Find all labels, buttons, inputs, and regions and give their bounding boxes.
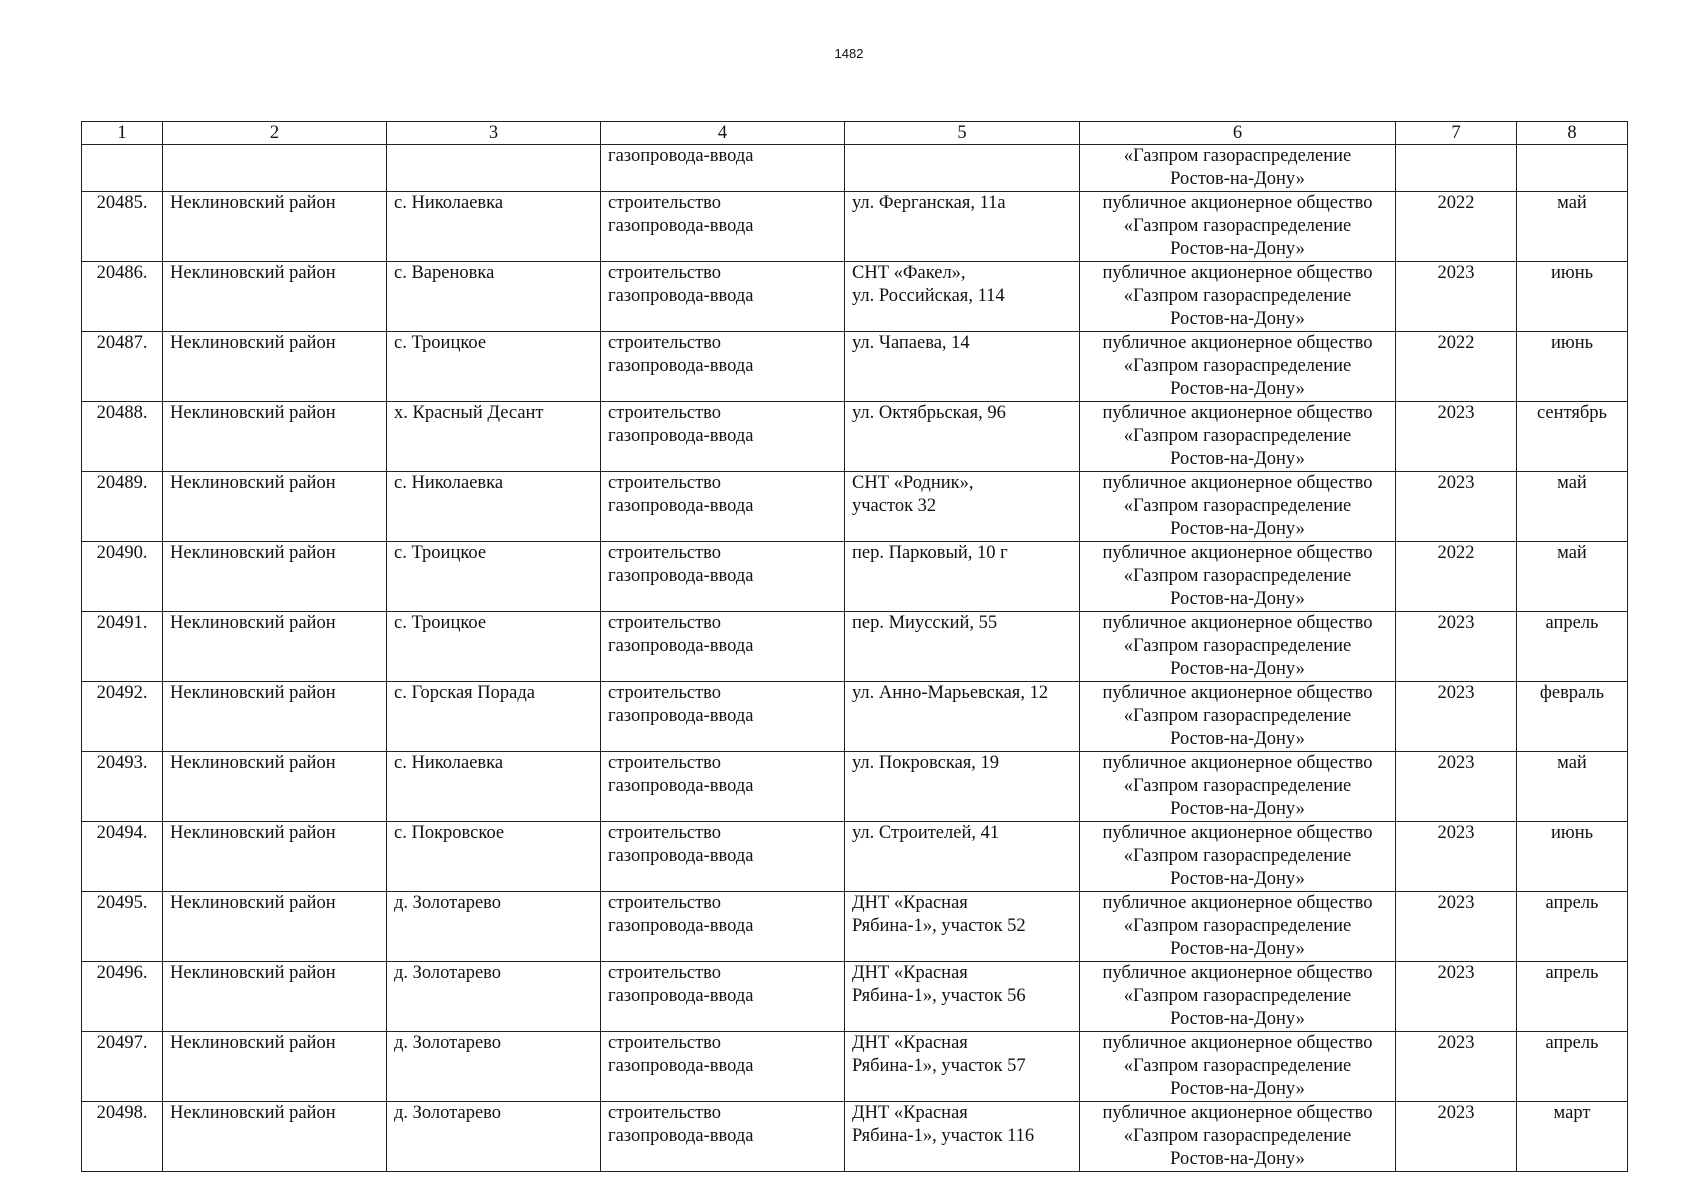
cell-district: Неклиновский район [163,682,387,752]
cell-address: ДНТ «Красная Рябина-1», участок 116 [845,1102,1080,1172]
cell-settlement: д. Золотарево [387,1102,601,1172]
cell-year: 2023 [1396,612,1517,682]
gasification-table [81,121,1628,1172]
cell-month: май [1517,542,1628,612]
cell-month: сентябрь [1517,402,1628,472]
cell-number: 20493. [82,752,163,822]
cell-year: 2022 [1396,542,1517,612]
table-row [82,332,1628,402]
cell-address [845,145,1080,192]
column-header-7: 7 [1396,122,1517,145]
column-header-6: 6 [1080,122,1396,145]
cell-organization: публичное акционерное общество «Газпром газораспределение Ростов-на-Дону» [1080,822,1396,892]
cell-month: март [1517,1102,1628,1172]
column-header-1: 1 [82,122,163,145]
cell-work: строительство газопровода-ввода [601,752,845,822]
cell-number: 20489. [82,472,163,542]
table-row [82,752,1628,822]
cell-month: февраль [1517,682,1628,752]
cell-work: строительство газопровода-ввода [601,262,845,332]
cell-address: СНТ «Факел», ул. Российская, 114 [845,262,1080,332]
cell-year: 2023 [1396,962,1517,1032]
cell-organization: публичное акционерное общество «Газпром газораспределение Ростов-на-Дону» [1080,612,1396,682]
cell-number: 20496. [82,962,163,1032]
cell-address: ДНТ «Красная Рябина-1», участок 56 [845,962,1080,1032]
cell-settlement: д. Золотарево [387,892,601,962]
cell-month [1517,145,1628,192]
column-header-5: 5 [845,122,1080,145]
cell-settlement: с. Вареновка [387,262,601,332]
table-row [82,962,1628,1032]
cell-address: пер. Миусский, 55 [845,612,1080,682]
cell-year [1396,145,1517,192]
cell-settlement: х. Красный Десант [387,402,601,472]
cell-address: ул. Анно-Марьевская, 12 [845,682,1080,752]
cell-work: строительство газопровода-ввода [601,1032,845,1102]
cell-organization: публичное акционерное общество «Газпром газораспределение Ростов-на-Дону» [1080,892,1396,962]
cell-month: апрель [1517,612,1628,682]
cell-work: строительство газопровода-ввода [601,472,845,542]
cell-settlement: с. Троицкое [387,612,601,682]
cell-settlement: с. Николаевка [387,752,601,822]
column-header-3: 3 [387,122,601,145]
cell-month: май [1517,192,1628,262]
cell-address: СНТ «Родник», участок 32 [845,472,1080,542]
cell-month: июнь [1517,262,1628,332]
table-row [82,262,1628,332]
cell-organization: публичное акционерное общество «Газпром газораспределение Ростов-на-Дону» [1080,962,1396,1032]
cell-number: 20498. [82,1102,163,1172]
cell-year: 2023 [1396,822,1517,892]
document-table-container [81,121,1627,1172]
table-row [82,1102,1628,1172]
table-row [82,822,1628,892]
cell-work: строительство газопровода-ввода [601,612,845,682]
cell-year: 2023 [1396,262,1517,332]
cell-year: 2023 [1396,752,1517,822]
cell-number: 20497. [82,1032,163,1102]
cell-district: Неклиновский район [163,262,387,332]
cell-address: ул. Чапаева, 14 [845,332,1080,402]
cell-settlement: д. Золотарево [387,962,601,1032]
cell-year: 2023 [1396,682,1517,752]
column-header-8: 8 [1517,122,1628,145]
cell-work: строительство газопровода-ввода [601,962,845,1032]
table-row [82,892,1628,962]
cell-settlement: д. Золотарево [387,1032,601,1102]
cell-number: 20487. [82,332,163,402]
cell-address: ул. Строителей, 41 [845,822,1080,892]
cell-month: июнь [1517,332,1628,402]
cell-number: 20490. [82,542,163,612]
cell-work: строительство газопровода-ввода [601,192,845,262]
cell-month: апрель [1517,962,1628,1032]
cell-district: Неклиновский район [163,822,387,892]
table-row [82,612,1628,682]
header-row [82,122,1628,145]
column-header-2: 2 [163,122,387,145]
cell-settlement: с. Николаевка [387,472,601,542]
cell-organization: «Газпром газораспределение Ростов-на-Дону» [1080,145,1396,192]
cell-settlement: с. Горская Порада [387,682,601,752]
cell-organization: публичное акционерное общество «Газпром газораспределение Ростов-на-Дону» [1080,682,1396,752]
table-row [82,402,1628,472]
cell-work: строительство газопровода-ввода [601,1102,845,1172]
cell-district: Неклиновский район [163,892,387,962]
cell-year: 2023 [1396,892,1517,962]
cell-organization: публичное акционерное общество «Газпром газораспределение Ростов-на-Дону» [1080,1102,1396,1172]
cell-settlement: с. Покровское [387,822,601,892]
cell-month: июнь [1517,822,1628,892]
cell-year: 2022 [1396,192,1517,262]
cell-district: Неклиновский район [163,192,387,262]
table-row [82,472,1628,542]
continuation-row [82,145,1628,192]
cell-work: строительство газопровода-ввода [601,332,845,402]
cell-district: Неклиновский район [163,472,387,542]
table-row [82,192,1628,262]
cell-district: Неклиновский район [163,962,387,1032]
cell-number: 20491. [82,612,163,682]
cell-work: строительство газопровода-ввода [601,822,845,892]
cell-organization: публичное акционерное общество «Газпром газораспределение Ростов-на-Дону» [1080,402,1396,472]
cell-settlement: с. Николаевка [387,192,601,262]
column-header-4: 4 [601,122,845,145]
table-row [82,1032,1628,1102]
cell-work: строительство газопровода-ввода [601,402,845,472]
cell-organization: публичное акционерное общество «Газпром газораспределение Ростов-на-Дону» [1080,1032,1396,1102]
cell-address: ДНТ «Красная Рябина-1», участок 57 [845,1032,1080,1102]
cell-district [163,145,387,192]
cell-organization: публичное акционерное общество «Газпром газораспределение Ростов-на-Дону» [1080,192,1396,262]
cell-organization: публичное акционерное общество «Газпром газораспределение Ростов-на-Дону» [1080,472,1396,542]
cell-month: май [1517,752,1628,822]
cell-work: строительство газопровода-ввода [601,682,845,752]
cell-year: 2023 [1396,1102,1517,1172]
cell-organization: публичное акционерное общество «Газпром газораспределение Ростов-на-Дону» [1080,332,1396,402]
cell-address: ул. Покровская, 19 [845,752,1080,822]
cell-year: 2023 [1396,472,1517,542]
cell-number: 20486. [82,262,163,332]
cell-organization: публичное акционерное общество «Газпром газораспределение Ростов-на-Дону» [1080,542,1396,612]
cell-work: строительство газопровода-ввода [601,542,845,612]
table-row [82,542,1628,612]
cell-district: Неклиновский район [163,542,387,612]
cell-organization: публичное акционерное общество «Газпром газораспределение Ростов-на-Дону» [1080,262,1396,332]
cell-work: газопровода-ввода [601,145,845,192]
cell-district: Неклиновский район [163,1102,387,1172]
page-number: 1482 [834,46,864,61]
cell-district: Неклиновский район [163,402,387,472]
cell-district: Неклиновский район [163,332,387,402]
cell-number: 20494. [82,822,163,892]
cell-settlement [387,145,601,192]
cell-district: Неклиновский район [163,1032,387,1102]
cell-settlement: с. Троицкое [387,332,601,402]
cell-year: 2023 [1396,402,1517,472]
cell-number: 20485. [82,192,163,262]
cell-work: строительство газопровода-ввода [601,892,845,962]
cell-district: Неклиновский район [163,752,387,822]
cell-address: пер. Парковый, 10 г [845,542,1080,612]
cell-number: 20488. [82,402,163,472]
cell-month: апрель [1517,892,1628,962]
cell-settlement: с. Троицкое [387,542,601,612]
table-row [82,682,1628,752]
cell-number: 20495. [82,892,163,962]
cell-year: 2023 [1396,1032,1517,1102]
cell-year: 2022 [1396,332,1517,402]
cell-number: 20492. [82,682,163,752]
cell-address: ул. Октябрьская, 96 [845,402,1080,472]
cell-number [82,145,163,192]
cell-address: ДНТ «Красная Рябина-1», участок 52 [845,892,1080,962]
cell-month: май [1517,472,1628,542]
cell-organization: публичное акционерное общество «Газпром газораспределение Ростов-на-Дону» [1080,752,1396,822]
cell-month: апрель [1517,1032,1628,1102]
cell-address: ул. Ферганская, 11а [845,192,1080,262]
cell-district: Неклиновский район [163,612,387,682]
